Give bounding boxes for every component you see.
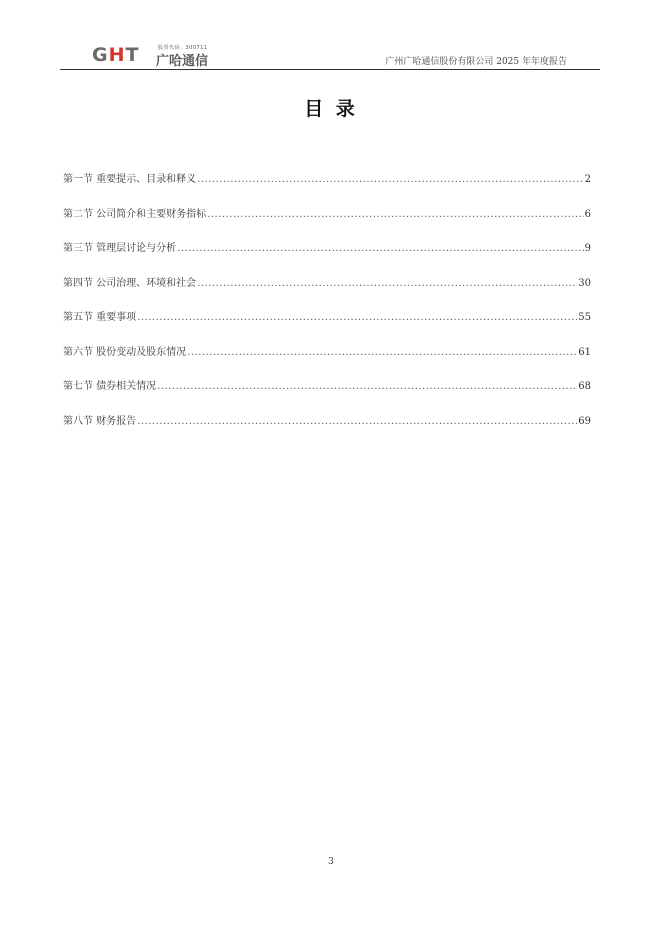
- header-divider: [60, 69, 600, 70]
- toc-leader: [197, 174, 583, 185]
- logo-chinese-name: 广哈通信: [156, 54, 209, 69]
- page-title: 目 录: [304, 98, 358, 120]
- toc-label: 第一节 重要提示、目录和释义: [63, 174, 197, 185]
- toc-label: 第三节 管理层讨论与分析: [63, 243, 177, 254]
- logo-letter-h: H: [108, 44, 126, 66]
- toc-page: 61: [578, 346, 591, 358]
- logo-letter-g: G: [92, 44, 109, 66]
- page-header: [60, 40, 600, 70]
- toc-leader: [197, 278, 577, 289]
- toc-leader: [177, 243, 583, 254]
- toc-page: 69: [578, 415, 591, 427]
- toc-leader: [157, 381, 577, 392]
- toc-leader: [137, 416, 577, 427]
- toc-page: 9: [584, 243, 591, 254]
- stock-code: 股票代码：300711: [158, 45, 208, 51]
- company-logo: [92, 44, 252, 68]
- toc-label: 第六节 股份变动及股东情况: [63, 346, 187, 358]
- toc-item-2[interactable]: [63, 205, 591, 240]
- toc-page: 6: [584, 208, 591, 220]
- page-number: 3: [328, 857, 334, 867]
- logo-letter-t: T: [125, 44, 140, 66]
- toc-page: 30: [578, 277, 591, 289]
- toc-item-4[interactable]: [63, 274, 591, 309]
- report-title: 广州广哈通信股份有限公司 2025 年年度报告: [385, 57, 567, 67]
- toc-leader: [207, 209, 583, 220]
- toc-item-8[interactable]: [63, 412, 591, 447]
- table-of-contents: [63, 170, 591, 446]
- toc-label: 第四节 公司治理、环境和社会: [63, 277, 197, 289]
- toc-label: 第二节 公司简介和主要财务指标: [63, 208, 207, 220]
- toc-item-1[interactable]: [63, 170, 591, 205]
- toc-item-3[interactable]: [63, 239, 591, 274]
- toc-leader: [137, 312, 577, 323]
- logo-letters: [92, 44, 139, 66]
- toc-leader: [187, 347, 577, 358]
- toc-item-5[interactable]: [63, 308, 591, 343]
- toc-page: 55: [578, 312, 591, 323]
- toc-item-7[interactable]: [63, 377, 591, 412]
- toc-label: 第七节 债券相关情况: [63, 381, 157, 392]
- toc-page: 68: [578, 381, 591, 392]
- toc-label: 第五节 重要事项: [63, 312, 137, 323]
- toc-item-6[interactable]: [63, 343, 591, 378]
- toc-label: 第八节 财务报告: [63, 415, 137, 427]
- toc-page: 2: [584, 174, 591, 185]
